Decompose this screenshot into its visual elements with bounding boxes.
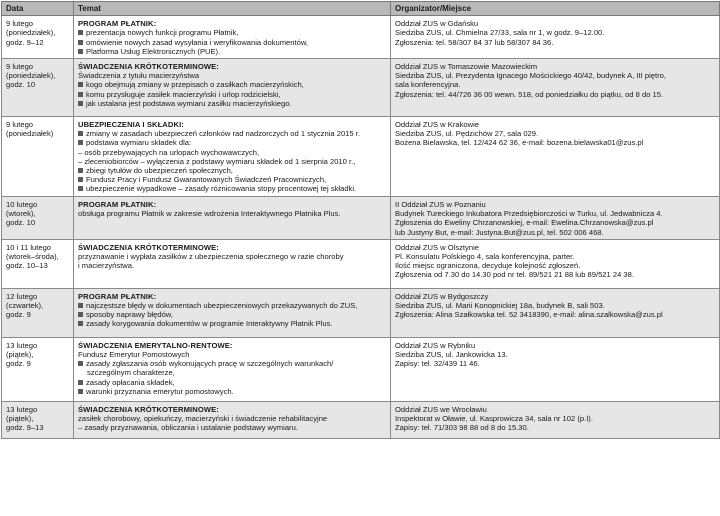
organizer-detail-line: sala konferencyjna.	[395, 80, 461, 90]
date-line: (wtorek),	[6, 209, 36, 219]
organizer-detail-line: Siedziba ZUS, ul. Jankowicka 13.	[395, 350, 508, 360]
organizer-branch-name: Oddział ZUS w Bydgoszczy	[395, 291, 489, 301]
topic-line-text: przyznawanie i wypłata zasiłków z ubezpieczenia społecznego w razie choroby	[78, 252, 344, 262]
organizer-detail-line: Zgłoszenia od 7.30 do 14.30 pod nr tel. 89/521 21 88 lub 89/521 24 38.	[395, 270, 634, 280]
organizer-cell	[391, 401, 720, 438]
topic-bullet-item	[78, 47, 387, 56]
date-line: (poniedziałek),	[6, 71, 56, 81]
table-row	[2, 239, 720, 288]
organizer-cell	[391, 16, 720, 59]
date-line: 13 lutego	[6, 340, 38, 350]
organizer-detail-line: Zgłoszenia do Eweliny Chrzanowskiej, e-mail: Ewelina.Chrzanowska@zus.pl	[395, 218, 654, 228]
topic-bullet-item	[78, 387, 387, 396]
topic-bullet-item	[78, 38, 387, 47]
topic-bullet-item	[78, 301, 387, 310]
topic-bullet-item	[78, 184, 387, 193]
date-line: (piątek),	[6, 414, 34, 424]
table-row	[2, 117, 720, 197]
date-cell	[2, 197, 74, 240]
date-line: 10 lutego	[6, 200, 38, 210]
topic-line-text: Świadczenia z tytułu macierzyństwa	[78, 71, 200, 81]
date-line: 13 lutego	[6, 404, 38, 414]
topic-line-text: zbiegi tytułów do ubezpieczeń społecznych,	[86, 166, 233, 176]
organizer-cell	[391, 59, 720, 117]
square-bullet-icon	[78, 361, 83, 366]
organizer-detail-line: Zgłoszenia: tel. 58/307 84 37 lub 58/307 84 36.	[395, 37, 554, 47]
topic-line-text: Fundusz Emerytur Pomostowych	[78, 350, 190, 360]
topic-heading: ŚWIADCZENIA KRÓTKOTERMINOWE:	[78, 242, 219, 252]
date-line: godz. 9–12	[6, 37, 44, 47]
topic-cell	[74, 197, 391, 240]
square-bullet-icon	[78, 92, 83, 97]
topic-cell	[74, 401, 391, 438]
topic-text-line	[78, 261, 387, 270]
square-bullet-icon	[78, 131, 83, 136]
topic-text-line	[78, 209, 387, 218]
topic-text-line	[78, 148, 387, 157]
topic-line-text: Platforma Usług Elektronicznych (PUE).	[86, 46, 221, 56]
date-line: (wtorek–środa),	[6, 252, 59, 262]
topic-cell	[74, 59, 391, 117]
topic-line-text: jak ustalana jest podstawa wymiaru zasiłku macierzyńskiego.	[86, 98, 292, 108]
date-line: godz. 10	[6, 80, 36, 90]
square-bullet-icon	[78, 380, 83, 385]
topic-bullet-item	[78, 138, 387, 147]
topic-heading: ŚWIADCZENIA KRÓTKOTERMINOWE:	[78, 404, 219, 414]
date-cell	[2, 288, 74, 337]
topic-line-text: kogo obejmują zmiany w przepisach o zasiłkach macierzyńskich,	[86, 80, 304, 90]
topic-line-text: najczęstsze błędy w dokumentach ubezpieczeniowych przekazywanych do ZUS,	[86, 301, 358, 311]
square-bullet-icon	[78, 30, 83, 35]
topic-bullet-item	[78, 175, 387, 184]
topic-line-text: – osób przebywających na urlopach wychowawczych,	[78, 147, 260, 157]
date-line: godz. 9–13	[6, 423, 44, 433]
topic-text-line	[78, 423, 387, 432]
topic-bullet-item	[78, 99, 387, 108]
topic-line-text: Fundusz Pracy i Fundusz Gwarantowanych Świadczeń Pracowniczych,	[86, 175, 327, 185]
organizer-branch-name: Oddział ZUS w Tomaszowie Mazowieckim	[395, 62, 538, 72]
date-line: (poniedziałek),	[6, 28, 56, 38]
topic-cell	[74, 239, 391, 288]
square-bullet-icon	[78, 140, 83, 145]
organizer-detail-line: Zgłoszenia: tel. 44/726 36 00 wewn. 518, od poniedziałku do piątku, od 8 do 15.	[395, 89, 664, 99]
table-row	[2, 288, 720, 337]
square-bullet-icon	[78, 312, 83, 317]
organizer-branch-name: II Oddział ZUS w Poznaniu	[395, 200, 486, 210]
date-line: (poniedziałek)	[6, 129, 54, 139]
organizer-cell	[391, 197, 720, 240]
topic-text-line	[78, 157, 387, 166]
table-row	[2, 197, 720, 240]
date-line: 9 lutego	[6, 120, 34, 130]
training-schedule-table	[1, 1, 720, 439]
date-cell	[2, 117, 74, 197]
square-bullet-icon	[78, 168, 83, 173]
topic-cell	[74, 117, 391, 197]
date-line: (czwartek),	[6, 301, 44, 311]
date-line: godz. 9	[6, 310, 31, 320]
topic-text-line	[78, 368, 387, 377]
organizer-detail-line: Zapisy: tel. 32/439 11 46.	[395, 359, 480, 369]
topic-heading: ŚWIADCZENIA KRÓTKOTERMINOWE:	[78, 62, 219, 72]
organizer-branch-name: Oddział ZUS w Gdańsku	[395, 19, 479, 29]
topic-text-line	[78, 71, 387, 80]
organizer-cell	[391, 117, 720, 197]
square-bullet-icon	[78, 40, 83, 45]
topic-line-text: zasady korygowania dokumentów w programie Interaktywny Płatnik Plus.	[86, 319, 333, 329]
topic-bullet-item	[78, 166, 387, 175]
square-bullet-icon	[78, 389, 83, 394]
topic-line-text: warunki przyznania emerytur pomostowych.	[86, 386, 234, 396]
topic-line-text: podstawa wymiaru składek dla:	[86, 138, 192, 148]
topic-line-text: omówienie nowych zasad wysyłania i weryfikowania dokumentów,	[86, 37, 309, 47]
organizer-detail-line: Zgłoszenia: Alina Szałkowska tel. 52 3418390, e-mail: alina.szalkowska@zus.pl	[395, 310, 663, 320]
square-bullet-icon	[78, 82, 83, 87]
column-header-organizer: Organizator/Miejsce	[391, 2, 720, 16]
organizer-cell	[391, 337, 720, 401]
topic-line-text: obsługa programu Płatnik w zakresie wdrożenia Interaktywnego Płatnika Plus.	[78, 209, 341, 219]
date-cell	[2, 401, 74, 438]
organizer-detail-line: lub Justyny But, e-mail: Justyna.But@zus.pl, tel. 502 006 468.	[395, 227, 604, 237]
topic-bullet-item	[78, 90, 387, 99]
table-row	[2, 16, 720, 59]
date-cell	[2, 239, 74, 288]
organizer-detail-line: Pl. Konsulatu Polskiego 4, sala konferencyjna, parter.	[395, 252, 575, 262]
date-line: godz. 9	[6, 359, 31, 369]
organizer-detail-line: Inspektorat w Oławie, ul. Kasprowicza 34, sala nr 102 (p.I).	[395, 414, 593, 424]
organizer-branch-name: Oddział ZUS w Rybniku	[395, 340, 476, 350]
topic-bullet-item	[78, 319, 387, 328]
topic-bullet-item	[78, 28, 387, 37]
topic-line-text: ubezpieczenie wypadkowe – zasady różnicowania stopy procentowej tej składki.	[86, 184, 357, 194]
date-line: godz. 10–13	[6, 261, 48, 271]
topic-text-line	[78, 252, 387, 261]
organizer-detail-line: Siedziba ZUS, ul. Marii Konopnickiej 18a, budynek B, sali 503.	[395, 301, 605, 311]
date-line: 9 lutego	[6, 19, 34, 29]
organizer-detail-line: Ilość miejsc ograniczona, decyduje kolejność zgłoszeń.	[395, 261, 581, 271]
organizer-detail-line: Siedziba ZUS, ul. Prezydenta Ignacego Mościckiego 40/42, budynek A, III piętro,	[395, 71, 666, 81]
topic-line-text: komu przysługuje zasiłek macierzyński i urlop rodzicielski,	[86, 89, 281, 99]
organizer-branch-name: Oddział ZUS w Krakowie	[395, 120, 479, 130]
organizer-branch-name: Oddział ZUS we Wrocławiu	[395, 404, 487, 414]
organizer-detail-line: Budynek Tureckiego Inkubatora Przedsiębiorczości w Turku, ul. Jedwabnicza 4.	[395, 209, 663, 219]
square-bullet-icon	[78, 303, 83, 308]
topic-bullet-item	[78, 310, 387, 319]
topic-bullet-item	[78, 80, 387, 89]
organizer-detail-line: Siedziba ZUS, ul. Pędzichów 27, sala 029.	[395, 129, 539, 139]
topic-line-text: – zasady przyznawania, obliczania i ustalanie podstawy wymiaru.	[78, 423, 298, 433]
date-cell	[2, 337, 74, 401]
topic-line-text: zmiany w zasadach ubezpieczeń członków rad nadzorczych od 1 stycznia 2015 r.	[86, 129, 360, 139]
square-bullet-icon	[78, 186, 83, 191]
date-line: 9 lutego	[6, 62, 34, 72]
topic-heading: PROGRAM PŁATNIK:	[78, 19, 157, 29]
date-line: 10 i 11 lutego	[6, 242, 52, 252]
topic-heading: UBEZPIECZENIA I SKŁADKI:	[78, 120, 184, 130]
topic-line-text: – zleceniobiorców – wyłączenia z podstawy wymiaru składek od 1 sierpnia 2010 r.,	[78, 156, 356, 166]
square-bullet-icon	[78, 49, 83, 54]
table-row	[2, 401, 720, 438]
table-header-row	[2, 2, 720, 16]
topic-cell	[74, 16, 391, 59]
date-line: 12 lutego	[6, 291, 38, 301]
topic-line-text: i macierzyństwa.	[78, 261, 135, 271]
date-cell	[2, 59, 74, 117]
topic-line-text: szczególnym charakterze,	[87, 368, 175, 378]
column-header-date: Data	[2, 2, 74, 16]
square-bullet-icon	[78, 101, 83, 106]
topic-heading: ŚWIADCZENIA EMERYTALNO-RENTOWE:	[78, 340, 233, 350]
square-bullet-icon	[78, 177, 83, 182]
column-header-topic: Temat	[74, 2, 391, 16]
organizer-detail-line: Siedziba ZUS, ul. Chmielna 27/33, sala nr 1, w godz. 9–12.00.	[395, 28, 605, 38]
organizer-cell	[391, 239, 720, 288]
topic-line-text: sposoby naprawy błędów,	[86, 310, 173, 320]
square-bullet-icon	[78, 321, 83, 326]
topic-heading: PROGRAM PŁATNIK:	[78, 200, 157, 210]
date-cell	[2, 16, 74, 59]
topic-bullet-item	[78, 359, 387, 368]
topic-line-text: zasady opłacania składek,	[86, 377, 175, 387]
topic-text-line	[78, 414, 387, 423]
topic-bullet-item	[78, 378, 387, 387]
topic-bullet-item	[78, 129, 387, 138]
organizer-branch-name: Oddział ZUS w Olsztynie	[395, 242, 479, 252]
organizer-detail-line: Bożena Bielawska, tel. 12/424 62 36, e-mail: bozena.bielawska01@zus.pl	[395, 138, 644, 148]
topic-cell	[74, 288, 391, 337]
organizer-detail-line: Zapisy: tel. 71/303 98 88 od 8 do 15.30.	[395, 423, 529, 433]
table-row	[2, 337, 720, 401]
topic-line-text: zasady zgłaszania osób wykonujących pracę w szczególnych warunkach/	[86, 359, 334, 369]
topic-text-line	[78, 350, 387, 359]
topic-cell	[74, 337, 391, 401]
date-line: godz. 10	[6, 218, 36, 228]
organizer-cell	[391, 288, 720, 337]
topic-heading: PROGRAM PŁATNIK:	[78, 291, 157, 301]
topic-line-text: prezentacja nowych funkcji programu Płatnik,	[86, 28, 239, 38]
table-row	[2, 59, 720, 117]
date-line: (piątek),	[6, 350, 34, 360]
topic-line-text: zasiłek chorobowy, opiekuńczy, macierzyński i świadczenie rehabilitacyjne	[78, 414, 328, 424]
